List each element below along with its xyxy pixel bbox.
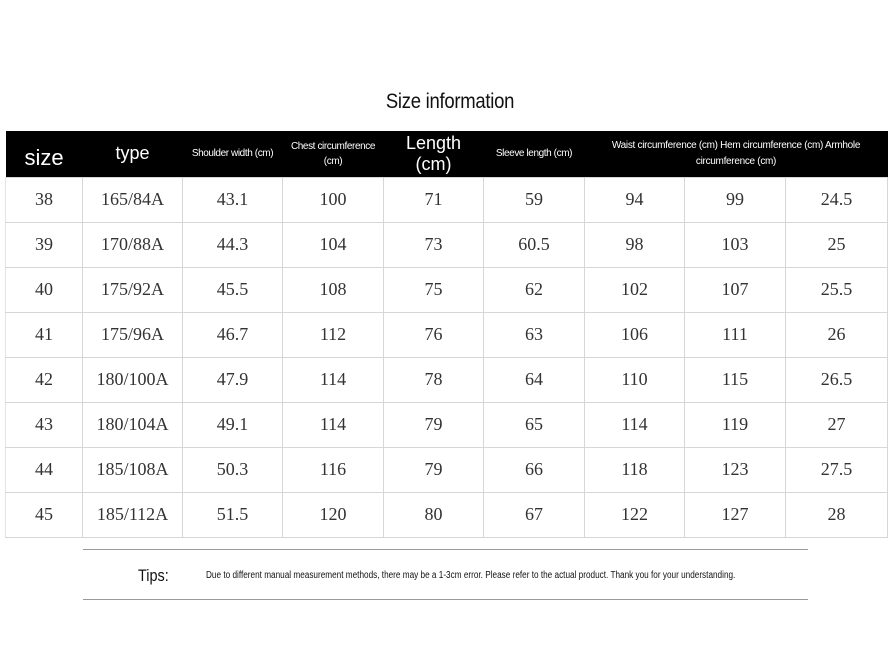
table-cell: 79 bbox=[384, 402, 484, 447]
table-cell: 64 bbox=[484, 357, 585, 402]
header-waist-hem-armhole: Waist circumference (cm) Hem circumference (cm) Armhole circumference (cm) bbox=[611, 139, 861, 167]
table-cell: 108 bbox=[283, 267, 384, 312]
size-table bbox=[5, 131, 888, 538]
table-cell: 62 bbox=[484, 267, 585, 312]
header-length: Length (cm) bbox=[405, 132, 462, 174]
table-cell: 180/100A bbox=[83, 357, 183, 402]
table-cell: 43.1 bbox=[183, 177, 283, 222]
table-cell: 27 bbox=[786, 402, 888, 447]
table-cell: 28 bbox=[786, 492, 888, 537]
table-cell: 99 bbox=[685, 177, 786, 222]
table-cell: 170/88A bbox=[83, 222, 183, 267]
table-cell: 185/112A bbox=[83, 492, 183, 537]
table-cell: 100 bbox=[283, 177, 384, 222]
table-cell: 24.5 bbox=[786, 177, 888, 222]
table-cell: 73 bbox=[384, 222, 484, 267]
table-cell: 102 bbox=[585, 267, 685, 312]
table-cell: 71 bbox=[384, 177, 484, 222]
table-cell: 127 bbox=[685, 492, 786, 537]
table-cell: 65 bbox=[484, 402, 585, 447]
tips-text: Due to different manual measurement methods, there may be a 1-3cm error. Please refer to the actual product. Thank you for your understanding. bbox=[206, 570, 736, 581]
table-cell: 41 bbox=[6, 312, 83, 357]
table-cell: 79 bbox=[384, 447, 484, 492]
table-cell: 26.5 bbox=[786, 357, 888, 402]
table-cell: 122 bbox=[585, 492, 685, 537]
table-row bbox=[6, 312, 888, 357]
header-shoulder-width: Shoulder width (cm) bbox=[191, 148, 274, 160]
table-cell: 116 bbox=[283, 447, 384, 492]
table-cell: 60.5 bbox=[484, 222, 585, 267]
table-cell: 106 bbox=[585, 312, 685, 357]
table-cell: 119 bbox=[685, 402, 786, 447]
table-cell: 120 bbox=[283, 492, 384, 537]
table-cell: 25.5 bbox=[786, 267, 888, 312]
table-cell: 43 bbox=[6, 402, 83, 447]
table-cell: 63 bbox=[484, 312, 585, 357]
table-cell: 50.3 bbox=[183, 447, 283, 492]
table-cell: 110 bbox=[585, 357, 685, 402]
table-cell: 47.9 bbox=[183, 357, 283, 402]
tips-bottom-divider bbox=[83, 599, 808, 600]
header-chest-circumference: Chest circumference (cm) bbox=[290, 140, 376, 167]
table-row bbox=[6, 267, 888, 312]
table-cell: 25 bbox=[786, 222, 888, 267]
table-header-row bbox=[6, 131, 888, 177]
table-row bbox=[6, 357, 888, 402]
table-cell: 51.5 bbox=[183, 492, 283, 537]
page-title: Size information bbox=[385, 90, 515, 113]
table-cell: 59 bbox=[484, 177, 585, 222]
table-cell: 38 bbox=[6, 177, 83, 222]
table-cell: 107 bbox=[685, 267, 786, 312]
table-cell: 76 bbox=[384, 312, 484, 357]
table-cell: 112 bbox=[283, 312, 384, 357]
table-cell: 44.3 bbox=[183, 222, 283, 267]
table-cell: 103 bbox=[685, 222, 786, 267]
table-cell: 78 bbox=[384, 357, 484, 402]
table-cell: 46.7 bbox=[183, 312, 283, 357]
table-row bbox=[6, 492, 888, 537]
tips-label: Tips: bbox=[138, 566, 169, 585]
table-body bbox=[6, 177, 888, 537]
table-cell: 185/108A bbox=[83, 447, 183, 492]
table-cell: 180/104A bbox=[83, 402, 183, 447]
table-cell: 165/84A bbox=[83, 177, 183, 222]
table-cell: 49.1 bbox=[183, 402, 283, 447]
header-type: type bbox=[115, 143, 150, 164]
table-row bbox=[6, 222, 888, 267]
table-cell: 45 bbox=[6, 492, 83, 537]
table-cell: 40 bbox=[6, 267, 83, 312]
table-cell: 98 bbox=[585, 222, 685, 267]
header-sleeve-length: Sleeve length (cm) bbox=[495, 148, 573, 160]
tips-top-divider bbox=[83, 549, 808, 550]
table-cell: 175/92A bbox=[83, 267, 183, 312]
table-cell: 114 bbox=[585, 402, 685, 447]
table-cell: 39 bbox=[6, 222, 83, 267]
table-cell: 104 bbox=[283, 222, 384, 267]
table-cell: 123 bbox=[685, 447, 786, 492]
table-cell: 44 bbox=[6, 447, 83, 492]
table-cell: 45.5 bbox=[183, 267, 283, 312]
table-cell: 114 bbox=[283, 357, 384, 402]
table-cell: 111 bbox=[685, 312, 786, 357]
table-cell: 80 bbox=[384, 492, 484, 537]
table-cell: 67 bbox=[484, 492, 585, 537]
table-cell: 75 bbox=[384, 267, 484, 312]
table-cell: 94 bbox=[585, 177, 685, 222]
table-cell: 26 bbox=[786, 312, 888, 357]
table-row bbox=[6, 177, 888, 222]
table-cell: 42 bbox=[6, 357, 83, 402]
table-row bbox=[6, 402, 888, 447]
header-size: size bbox=[24, 144, 64, 170]
table-cell: 66 bbox=[484, 447, 585, 492]
table-cell: 175/96A bbox=[83, 312, 183, 357]
table-cell: 118 bbox=[585, 447, 685, 492]
table-cell: 115 bbox=[685, 357, 786, 402]
table-cell: 114 bbox=[283, 402, 384, 447]
table-row bbox=[6, 447, 888, 492]
table-cell: 27.5 bbox=[786, 447, 888, 492]
